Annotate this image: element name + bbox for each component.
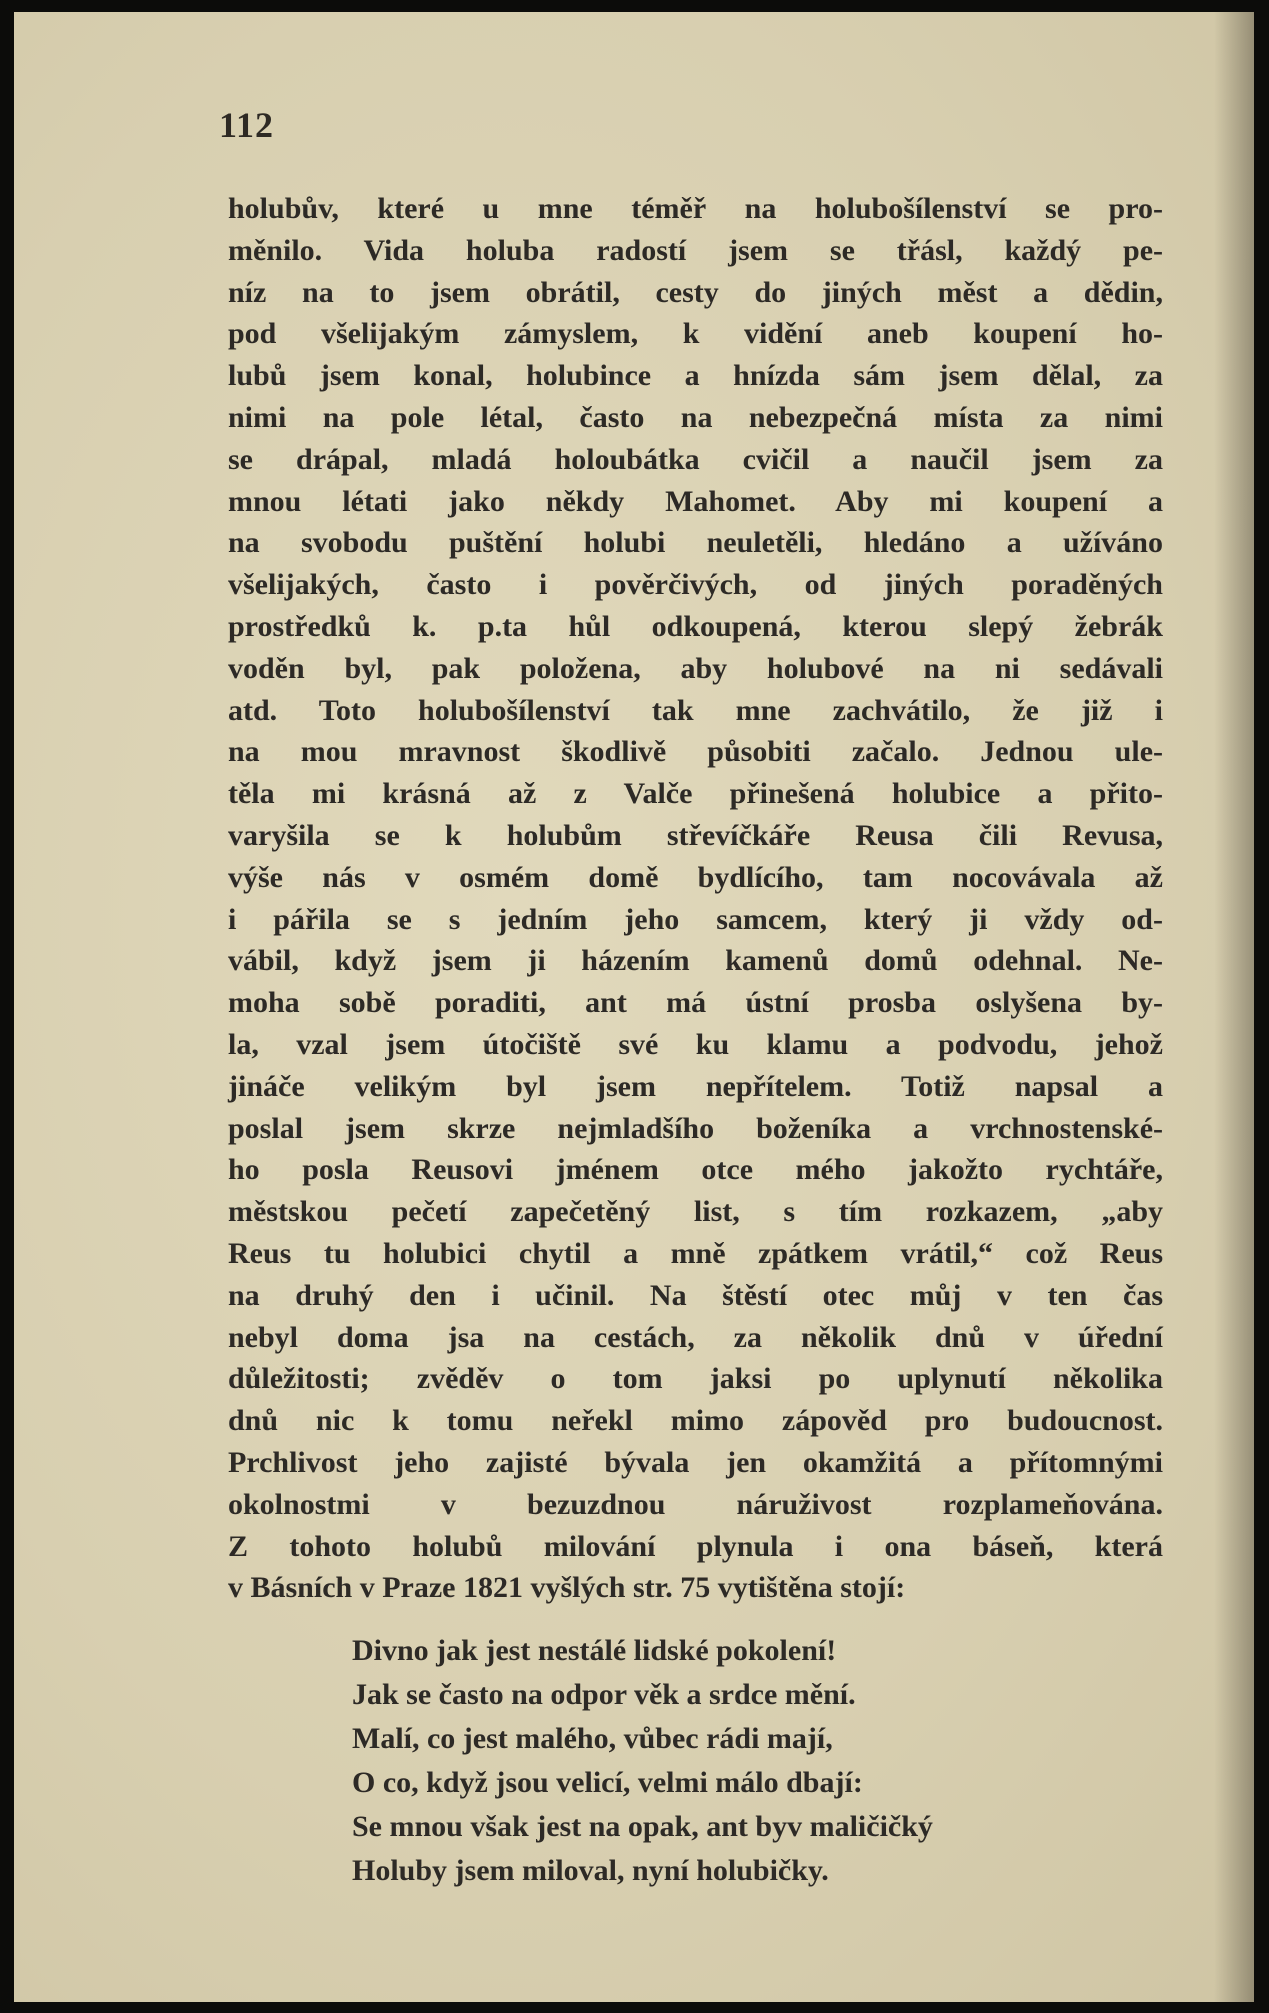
text-line: Reus tu holubici chytil a mně zpátkem vrátil,“ což Reus <box>228 1236 1163 1270</box>
text-line: pod všelijakým zámyslem, k vidění aneb koupení ho- <box>228 317 1163 351</box>
poem-line: Holuby jsem miloval, nyní holubičky. <box>352 1854 829 1887</box>
body-paragraph <box>228 188 1163 1609</box>
text-line: moha sobě poraditi, ant má ústní prosba oslyšena by- <box>228 986 1163 1020</box>
text-line: důležitosti; zvěděv o tom jaksi po uplynutí několika <box>228 1362 1163 1396</box>
text-line: výše nás v osmém domě bydlícího, tam nocovávala až <box>228 860 1163 894</box>
text-line: Z tohoto holubů milování plynula i ona báseň, která <box>228 1529 1163 1563</box>
text-line: varyšila se k holubům střevíčkáře Reusa čili Revusa, <box>228 818 1163 852</box>
poem-line: O co, když jsou velicí, velmi málo dbají: <box>352 1766 863 1799</box>
text-line: la, vzal jsem útočiště své ku klamu a podvodu, jehož <box>228 1027 1163 1061</box>
book-page <box>14 12 1254 2002</box>
text-line: Prchlivost jeho zajisté bývala jen okamžitá a přítomnými <box>228 1445 1163 1479</box>
text-line: holubův, které u mne téměř na holubošílenství se pro- <box>228 192 1163 225</box>
text-line: na svobodu puštění holubi neuletěli, hledáno a užíváno <box>228 526 1163 560</box>
text-line: níz na to jsem obrátil, cesty do jiných měst a dědin, <box>228 275 1163 309</box>
text-line: lubů jsem konal, holubince a hnízda sám jsem dělal, za <box>228 359 1163 393</box>
text-line: dnů nic k tomu neřekl mimo zápověd pro budoucnost. <box>228 1404 1163 1438</box>
poem-block <box>352 1629 1172 1893</box>
text-line: voděn byl, pak položena, aby holubové na ni sedávali <box>228 651 1163 685</box>
poem-line: Se mnou však jest na opak, ant byv maličičký <box>352 1810 933 1843</box>
text-line: v Básních v Praze 1821 vyšlých str. 75 vytištěna stojí: <box>228 1571 906 1605</box>
text-line: na mou mravnost škodlivě působiti začalo. Jednou ule- <box>228 735 1163 769</box>
text-line: nimi na pole létal, často na nebezpečná místa za nimi <box>228 400 1163 434</box>
text-line: nebyl doma jsa na cestách, za několik dnů v úřední <box>228 1320 1163 1354</box>
text-line: se drápal, mladá holoubátka cvičil a naučil jsem za <box>228 442 1163 476</box>
poem-line: Malí, co jest malého, vůbec rádi mají, <box>352 1722 833 1755</box>
text-line: atd. Toto holubošílenství tak mne zachvátilo, že již i <box>228 693 1163 727</box>
poem-line: Divno jak jest nestálé lidské pokolení! <box>352 1634 837 1667</box>
text-line: jináče velikým byl jsem nepřítelem. Totiž napsal a <box>228 1069 1163 1103</box>
text-line: vábil, když jsem ji házením kamenů domů odehnal. Ne- <box>228 944 1163 978</box>
text-line: všelijakých, často i pověrčivých, od jiných poraděných <box>228 568 1163 602</box>
text-line: okolnostmi v bezuzdnou náruživost rozplameňována. <box>228 1487 1163 1521</box>
text-line: městskou pečetí zapečetěný list, s tím rozkazem, „aby <box>228 1195 1163 1229</box>
text-line: ho posla Reusovi jménem otce mého jakožto rychtáře, <box>228 1153 1163 1187</box>
text-line: měnilo. Vida holuba radostí jsem se třásl, každý pe- <box>228 233 1163 267</box>
text-line: těla mi krásná až z Valče přinešená holubice a přito- <box>228 777 1163 811</box>
text-line: prostředků k. p.ta hůl odkoupená, kterou slepý žebrák <box>228 609 1163 643</box>
poem-line: Jak se často na odpor věk a srdce mění. <box>352 1678 856 1711</box>
text-line: i pářila se s jedním jeho samcem, který ji vždy od- <box>228 902 1163 936</box>
text-line: poslal jsem skrze nejmladšího boženíka a vrchnostenské- <box>228 1111 1163 1145</box>
page-number: 112 <box>219 105 275 145</box>
text-line: na druhý den i učinil. Na štěstí otec můj v ten čas <box>228 1278 1163 1312</box>
text-line: mnou létati jako někdy Mahomet. Aby mi koupení a <box>228 484 1163 518</box>
page-gutter-shadow <box>1214 12 1254 2002</box>
